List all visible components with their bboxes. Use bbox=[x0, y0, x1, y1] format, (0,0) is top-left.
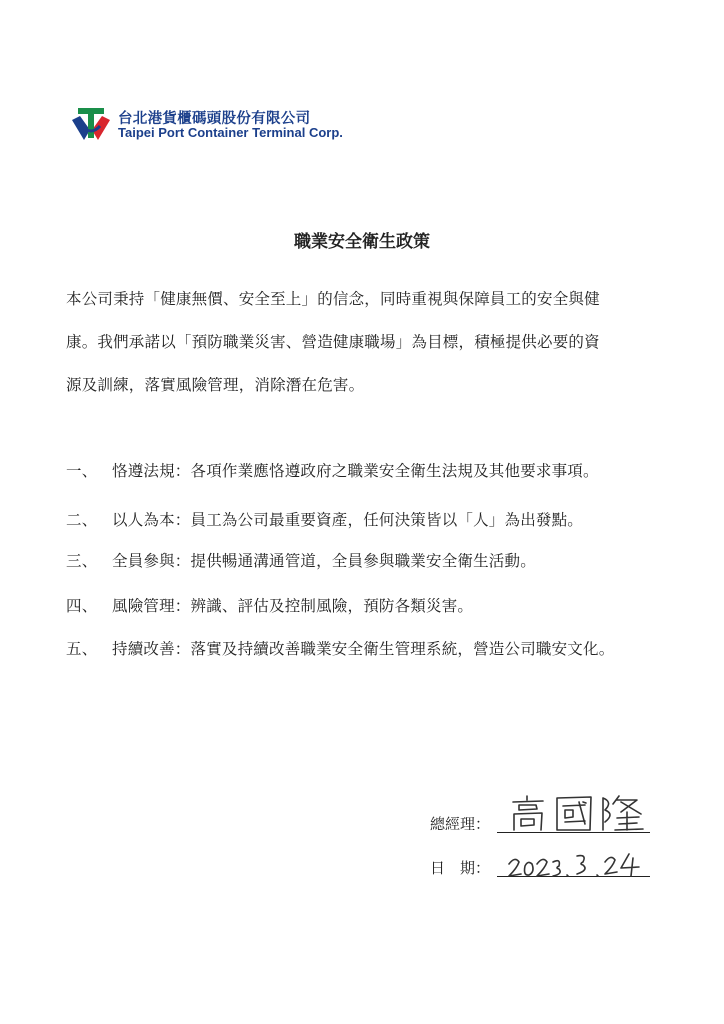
intro-line: 康。我們承諾以「預防職業災害、營造健康職場」為目標，積極提供必要的資 bbox=[66, 333, 600, 351]
document-title: 職業安全衛生政策 bbox=[294, 232, 430, 252]
policy-number: 三、 bbox=[66, 552, 98, 570]
company-name-zh: 台北港貨櫃碼頭股份有限公司 bbox=[118, 111, 311, 127]
intro-line: 源及訓練，落實風險管理，消除潛在危害。 bbox=[66, 376, 365, 394]
policy-text: 全員參與：提供暢通溝通管道，全員參與職業安全衛生活動。 bbox=[112, 552, 536, 570]
intro-line: 本公司秉持「健康無價、安全至上」的信念，同時重視與保障員工的安全與健 bbox=[66, 290, 600, 308]
policy-number: 五、 bbox=[66, 640, 98, 658]
gm-signature bbox=[505, 790, 653, 834]
policy-number: 二、 bbox=[66, 511, 98, 529]
tpct-logo-icon bbox=[70, 106, 112, 144]
policy-text: 以人為本：員工為公司最重要資產，任何決策皆以「人」為出發點。 bbox=[112, 511, 584, 529]
company-name-en: Taipei Port Container Terminal Corp. bbox=[118, 125, 343, 140]
policy-text: 持續改善：落實及持續改善職業安全衛生管理系統，營造公司職安文化。 bbox=[112, 640, 615, 658]
policy-number: 一、 bbox=[66, 462, 98, 480]
policy-text: 恪遵法規：各項作業應恪遵政府之職業安全衛生法規及其他要求事項。 bbox=[112, 462, 599, 480]
policy-text: 風險管理：辨識、評估及控制風險，預防各類災害。 bbox=[112, 597, 474, 615]
gm-label: 總經理： bbox=[430, 815, 491, 833]
date-label: 日 期： bbox=[430, 859, 491, 877]
handwritten-date bbox=[505, 848, 645, 880]
policy-number: 四、 bbox=[66, 597, 98, 615]
